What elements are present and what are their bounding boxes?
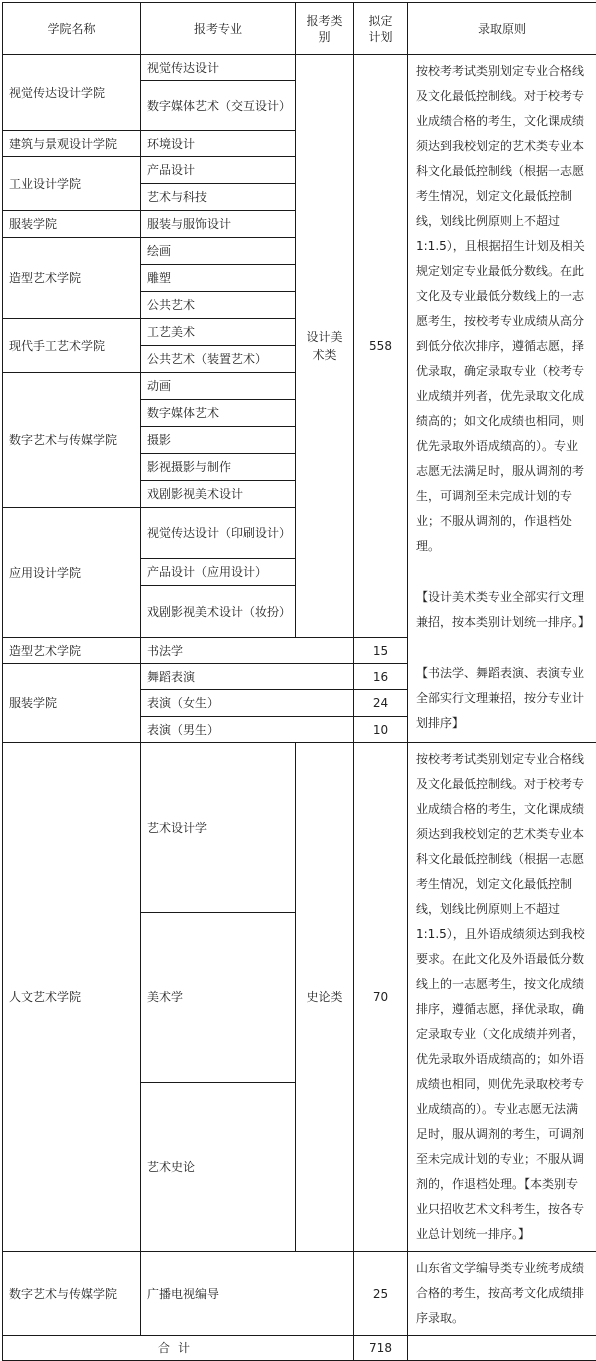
major-cell: 视觉传达设计（印刷设计）: [141, 508, 296, 559]
college-cell: 造型艺术学院: [3, 638, 141, 664]
principle-paragraph: 【设计美术类专业全部实行文理兼招，按本类别计划统一排序。】: [416, 585, 588, 635]
major-cell: 雕塑: [141, 265, 296, 292]
major-cell: 影视摄影与制作: [141, 454, 296, 481]
major-cell: 产品设计（应用设计）: [141, 559, 296, 586]
major-cell: 动画: [141, 373, 296, 400]
broadcast-principle-cell: 山东省文学编导类专业统考成绩合格的考生，按高考文化成绩排序录取。: [408, 1252, 596, 1336]
design-category-cell: 设计美术类: [296, 55, 354, 638]
college-cell: 造型艺术学院: [3, 238, 141, 319]
header-principle: 录取原则: [408, 3, 596, 55]
major-cell: 视觉传达设计: [141, 55, 296, 81]
table-row: [3, 55, 596, 81]
college-cell: 人文艺术学院: [3, 743, 141, 1252]
header-college: 学院名称: [3, 3, 141, 55]
plan-cell: 15: [354, 638, 408, 664]
major-cell: 戏剧影视美术设计（妆扮）: [141, 586, 296, 638]
header-row: [3, 3, 596, 55]
major-cell: 戏剧影视美术设计: [141, 481, 296, 508]
college-cell: 服装学院: [3, 211, 141, 238]
major-cell: 工艺美术: [141, 319, 296, 346]
major-cell: 艺术设计学: [141, 743, 296, 913]
college-cell: 现代手工艺术学院: [3, 319, 141, 373]
college-cell: 服装学院: [3, 664, 141, 743]
design-plan-cell: 558: [354, 55, 408, 638]
major-cell: 摄影: [141, 427, 296, 454]
total-label: 合计: [3, 1336, 354, 1361]
plan-cell: 10: [354, 717, 408, 743]
history-plan-cell: 70: [354, 743, 408, 1252]
history-category-cell: 史论类: [296, 743, 354, 1252]
major-cell: 公共艺术: [141, 292, 296, 319]
design-principle-cell: [408, 55, 596, 743]
major-cell: 数字媒体艺术: [141, 400, 296, 427]
header-plan: 拟定计划: [354, 3, 408, 55]
major-cell: 数字媒体艺术（交互设计）: [141, 81, 296, 131]
major-cell: 环境设计: [141, 131, 296, 157]
college-cell: 建筑与景观设计学院: [3, 131, 141, 157]
principle-paragraph: 按校考考试类别划定专业合格线及文化最低控制线。对于校考专业成绩合格的考生，文化课成绩须达到我校划定的艺术类专业本科文化最低控制线（根据一志愿考生情况，划定文化最低控制线，划线比例原则上不超过1:1.5），且根据招生计划及相关规定划定专业最低分数线。在此文化及专业最低分数线上的一志愿考生，按校考专业成绩从高分到低分依次排序，遵循志愿，择优录取，确定录取专业（校考专业成绩并列者，优先录取文化成绩高的；如文化成绩也相同，则优先录取外语成绩高的）。专业志愿无法满足时，服从调剂的考生，可调剂至未完成计划的专业；不服从调剂的，作退档处理。: [416, 59, 588, 559]
major-cell: 公共艺术（装置艺术）: [141, 346, 296, 373]
table-row: [3, 743, 596, 913]
major-cell: 表演（女生）: [141, 690, 354, 717]
header-major: 报考专业: [141, 3, 296, 55]
major-cell: 广播电视编导: [141, 1252, 354, 1336]
history-principle-cell: 按校考考试类别划定专业合格线及文化最低控制线。对于校考专业成绩合格的考生，文化课成绩须达到我校划定的艺术类专业本科文化最低控制线（根据一志愿考生情况，划定文化最低控制线，划线比例原则上不超过1:1.5），且外语成绩须达到我校要求。在此文化及外语最低分数线上的一志愿考生，按文化成绩排序，遵循志愿，择优录取，确定录取专业（文化成绩并列者，优先录取外语成绩高的；如外语成绩也相同，则优先录取校考专业成绩高的）。专业志愿无法满足时，服从调剂的考生，可调剂至未完成计划的专业；不服从调剂的，作退档处理。【本类别专业只招收艺术文科考生，按各专业总计划统一排序。】: [408, 743, 596, 1252]
college-cell: 工业设计学院: [3, 157, 141, 211]
college-cell: 数字艺术与传媒学院: [3, 373, 141, 508]
major-cell: 书法学: [141, 638, 354, 664]
major-cell: 服装与服饰设计: [141, 211, 296, 238]
plan-cell: 16: [354, 664, 408, 690]
major-cell: 表演（男生）: [141, 717, 354, 743]
major-cell: 艺术与科技: [141, 184, 296, 211]
plan-cell: 24: [354, 690, 408, 717]
total-value: 718: [354, 1336, 408, 1361]
principle-paragraph: 【书法学、舞蹈表演、表演专业全部实行文理兼招，按分专业计划排序】: [416, 661, 588, 736]
admission-plan-table: [2, 2, 596, 1361]
header-category: 报考类别: [296, 3, 354, 55]
plan-cell: 25: [354, 1252, 408, 1336]
college-cell: 数字艺术与传媒学院: [3, 1252, 141, 1336]
major-cell: 产品设计: [141, 157, 296, 184]
major-cell: 艺术史论: [141, 1082, 296, 1251]
major-cell: 舞蹈表演: [141, 664, 354, 690]
college-cell: 视觉传达设计学院: [3, 55, 141, 131]
major-cell: 绘画: [141, 238, 296, 265]
college-cell: 应用设计学院: [3, 508, 141, 638]
major-cell: 美术学: [141, 913, 296, 1082]
table-row: [3, 1252, 596, 1336]
